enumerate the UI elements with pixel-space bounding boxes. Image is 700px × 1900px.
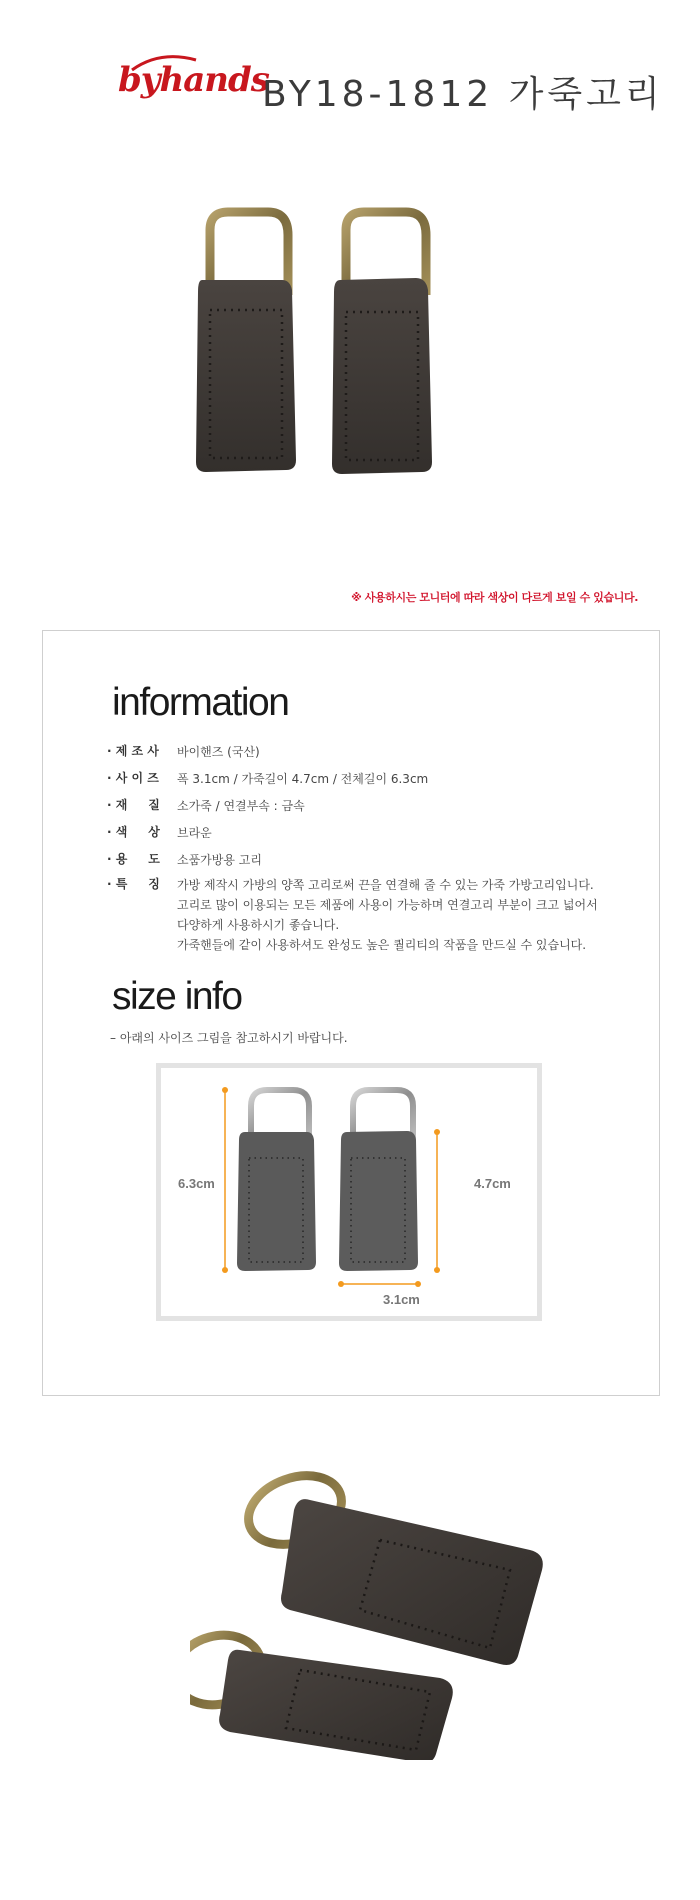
leather-length-label: 4.7cm [474, 1176, 511, 1191]
info-label: · 특 징 [107, 877, 160, 891]
product-photo-angled [190, 1470, 570, 1760]
info-value: 브라운 [177, 826, 212, 840]
info-label: · 용 도 [107, 852, 160, 866]
info-value: 소품가방용 고리 [177, 853, 262, 867]
info-value: 바이핸즈 (국산) [177, 745, 260, 759]
monitor-color-notice: ※ 사용하시는 모니터에 따라 색상이 다르게 보일 수 있습니다. [351, 591, 638, 604]
info-row-color [107, 823, 617, 843]
product-title: BY18-1812 가죽고리 [262, 74, 664, 115]
info-label: · 색 상 [107, 825, 160, 839]
info-label: · 제 조 사 [107, 744, 159, 758]
product-photo-front [180, 200, 520, 490]
size-info-note: – 아래의 사이즈 그림을 참고하시기 바랍니다. [110, 1031, 348, 1045]
info-row-features [107, 875, 617, 955]
size-info-heading: size info [112, 975, 242, 1018]
info-value: 소가죽 / 연결부속 : 금속 [177, 799, 305, 813]
brand-logo: byhands [118, 60, 269, 100]
info-value: 폭 3.1cm / 가죽길이 4.7cm / 전체길이 6.3cm [177, 772, 429, 786]
info-label: · 재 질 [107, 798, 160, 812]
info-row-size [107, 769, 617, 789]
size-diagram-illustration [161, 1068, 537, 1316]
info-value: 가방 제작시 가방의 양쪽 고리로써 끈을 연결해 줄 수 있는 가죽 가방고리입니다. 고리로 많이 이용되는 모든 제품에 사용이 가능하며 연결고리 부분이 크고 넓어서 다양하게 사용하시기 좋습니다. 가죽핸들에 같이 사용하셔도 완성도 높은 퀄리티의 작품을 만드실 수 있습니다. [177, 878, 598, 952]
info-label: · 사 이 즈 [107, 771, 159, 785]
info-row-material [107, 796, 617, 816]
info-row-manufacturer [107, 742, 617, 762]
information-heading: information [112, 681, 289, 724]
total-length-label: 6.3cm [178, 1176, 215, 1191]
width-label: 3.1cm [383, 1292, 420, 1307]
info-row-usage [107, 850, 617, 870]
logo-swoosh [130, 52, 200, 74]
